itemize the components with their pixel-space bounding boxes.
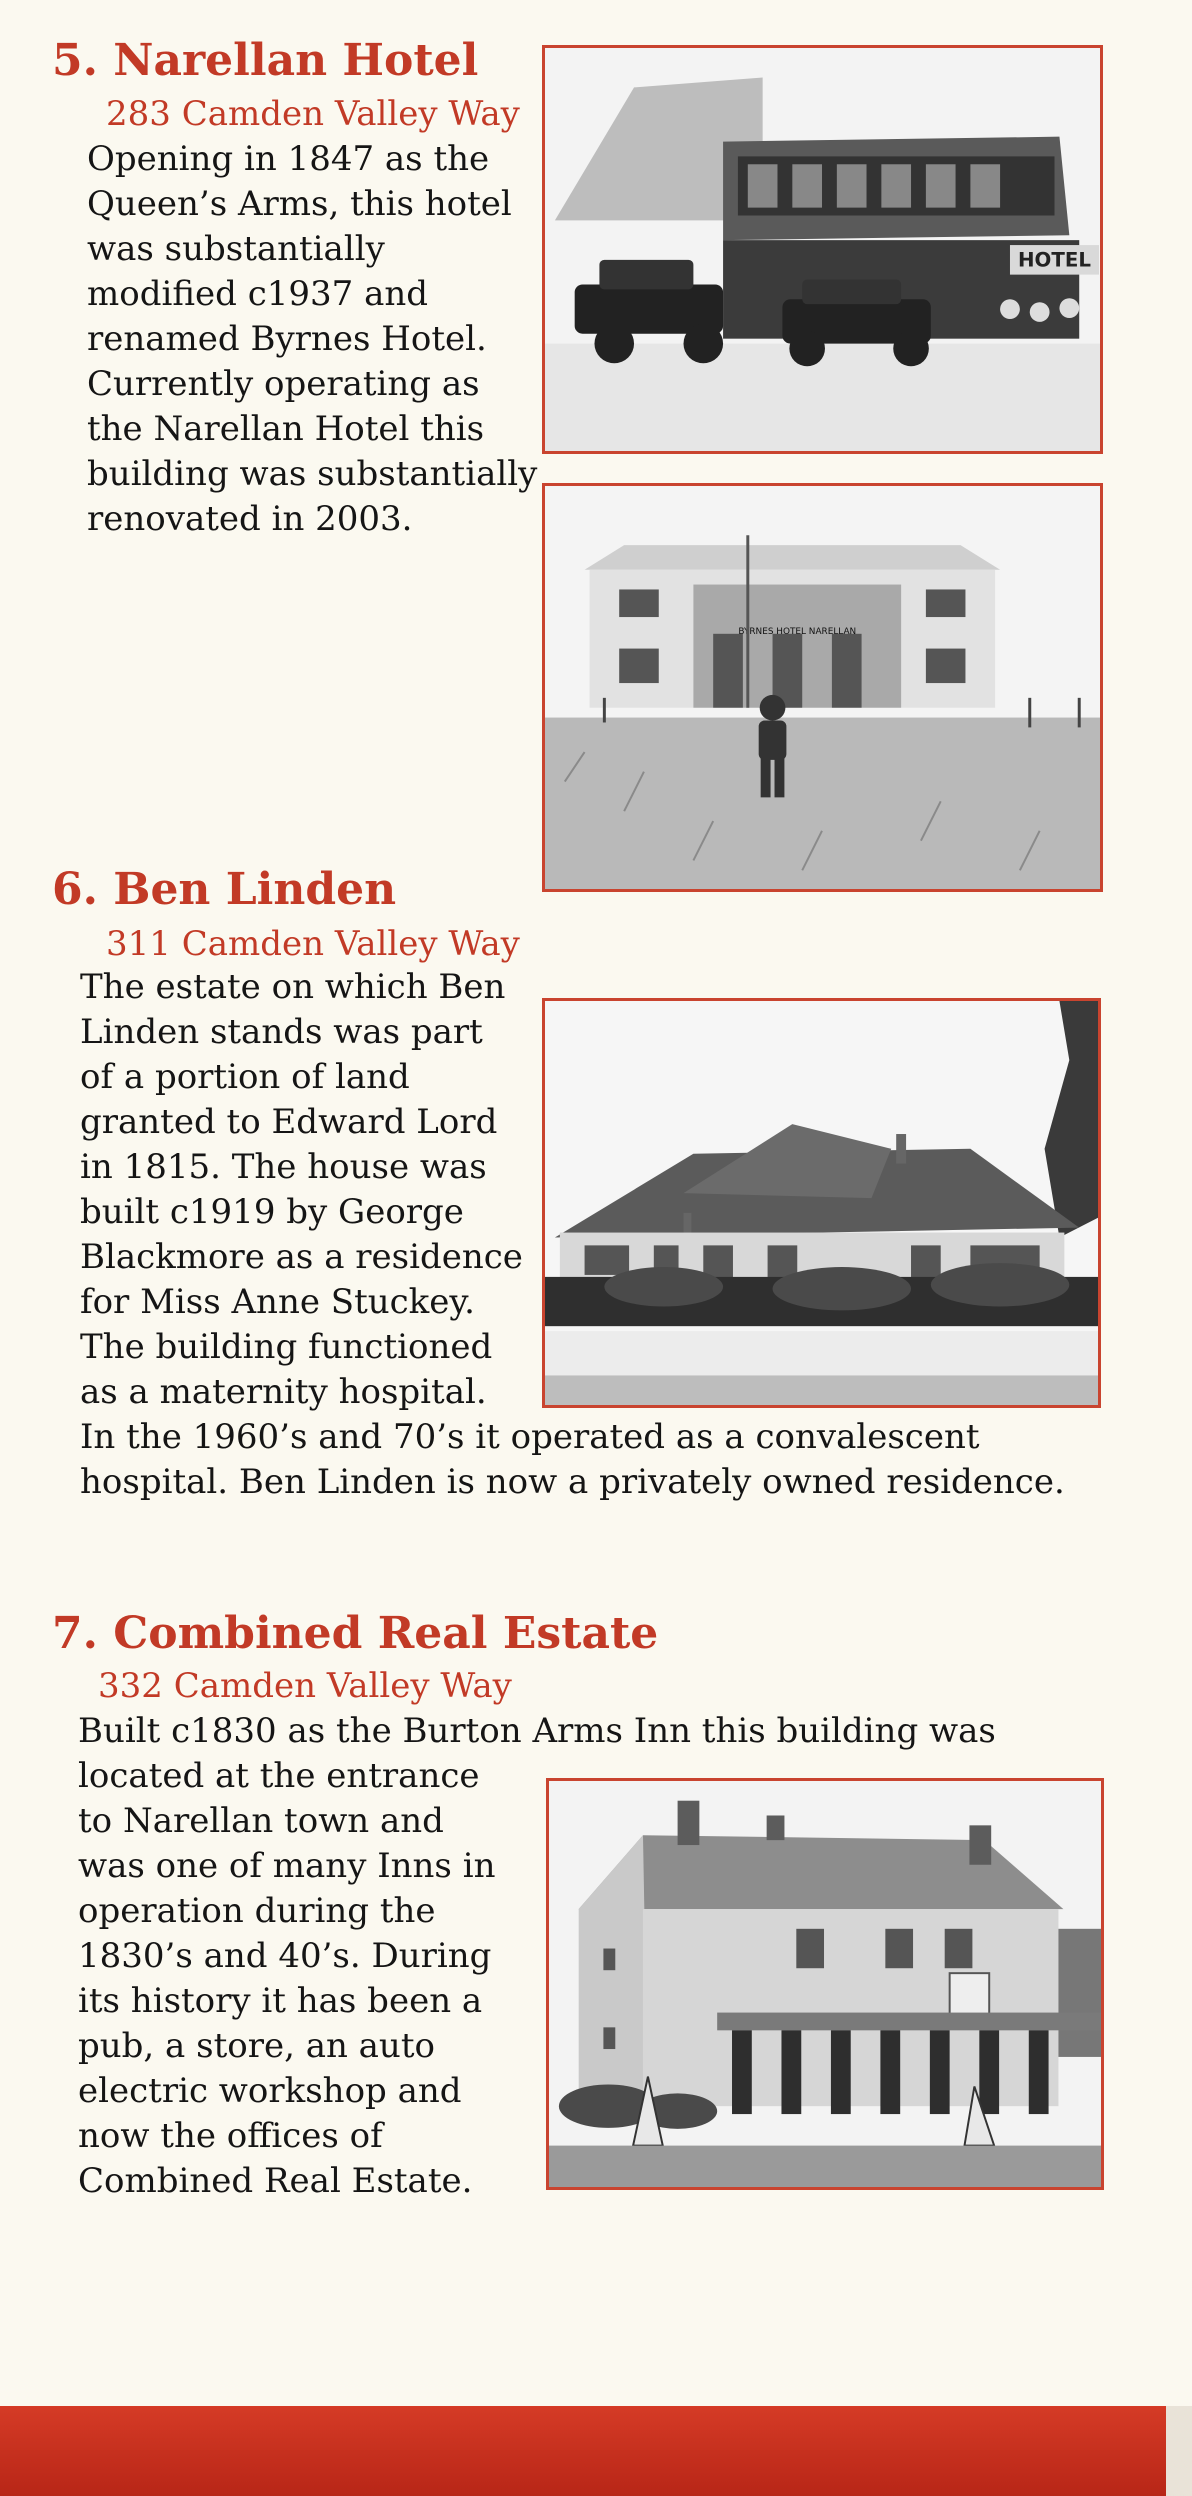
section-5-text-line: the Narellan Hotel this: [87, 409, 485, 449]
section-5-heading: 5. Narellan Hotel: [52, 35, 479, 86]
section-7-address: 332 Camden Valley Way: [98, 1666, 512, 1706]
section-7-text-line: located at the entrance: [78, 1756, 480, 1796]
section-5-text-line: renamed Byrnes Hotel.: [87, 319, 487, 359]
section-7-text-line: 1830’s and 40’s. During: [78, 1936, 492, 1976]
svg-text:HOTEL: HOTEL: [1018, 248, 1091, 272]
burton-arms-inn-photo: [546, 1778, 1104, 2190]
section-5-text-line: was substantially: [87, 229, 385, 269]
section-6-text-line: in 1815. The house was: [80, 1147, 487, 1187]
section-6-address: 311 Camden Valley Way: [106, 924, 520, 964]
section-7-text-line: was one of many Inns in: [78, 1846, 496, 1886]
section-6-text-line: In the 1960’s and 70’s it operated as a convalescent: [80, 1417, 980, 1457]
section-6-heading: 6. Ben Linden: [52, 864, 397, 915]
section-6-text-line: built c1919 by George: [80, 1192, 464, 1232]
section-7-text-line: its history it has been a: [78, 1981, 483, 2021]
section-5-text-line: building was substantially: [87, 454, 538, 494]
section-7-text-line: to Narellan town and: [78, 1801, 444, 1841]
bottom-red-band: [0, 2406, 1192, 2496]
section-5-address: 283 Camden Valley Way: [106, 94, 520, 134]
ben-linden-house-photo: [542, 998, 1101, 1408]
section-5-text-line: Currently operating as: [87, 364, 480, 404]
section-7-text-line: now the offices of: [78, 2116, 383, 2156]
section-5-text-line: modified c1937 and: [87, 274, 429, 314]
historic-hotel-photo: [542, 45, 1103, 454]
section-6-text-line: Linden stands was part: [80, 1012, 483, 1052]
section-5-text-line: Opening in 1847 as the: [87, 139, 490, 179]
section-6-text-line: The building functioned: [80, 1327, 493, 1367]
section-7-text-line: electric workshop and: [78, 2071, 462, 2111]
section-7-heading: 7. Combined Real Estate: [52, 1608, 659, 1659]
byrnes-hotel-photo: [542, 483, 1103, 892]
section-6-text-line: The estate on which Ben: [80, 967, 506, 1007]
section-7-text-line: pub, a store, an auto: [78, 2026, 435, 2066]
section-6-text-line: for Miss Anne Stuckey.: [80, 1282, 475, 1322]
section-7-text-line: Combined Real Estate.: [78, 2161, 473, 2201]
section-6-text-line: Blackmore as a residence: [80, 1237, 523, 1277]
section-6-text-line: hospital. Ben Linden is now a privately owned residence.: [80, 1462, 1065, 1502]
section-6-text-line: granted to Edward Lord: [80, 1102, 498, 1142]
section-5-text-line: Queen’s Arms, this hotel: [87, 184, 512, 224]
section-7-text-line: operation during the: [78, 1891, 436, 1931]
section-6-text-line: of a portion of land: [80, 1057, 410, 1097]
svg-text:BYRNES HOTEL NARELLAN: BYRNES HOTEL NARELLAN: [738, 626, 857, 637]
section-5-text-line: renovated in 2003.: [87, 499, 413, 539]
section-6-text-line: as a maternity hospital.: [80, 1372, 487, 1412]
section-7-text-line: Built c1830 as the Burton Arms Inn this building was: [78, 1711, 996, 1751]
